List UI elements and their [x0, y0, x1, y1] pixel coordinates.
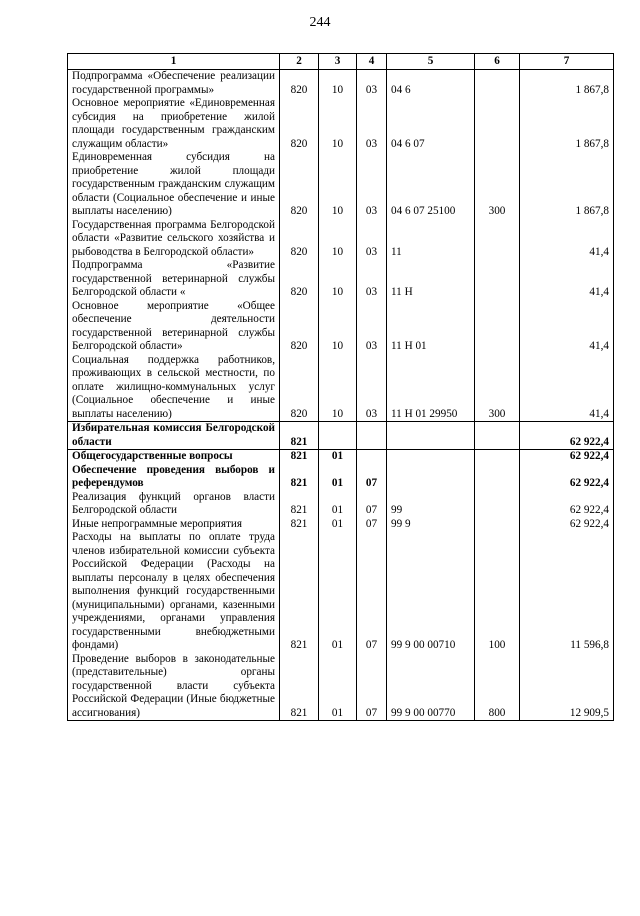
amount-value: 12 909,5: [520, 653, 614, 721]
section-code: 01: [319, 450, 357, 464]
header-row: [68, 54, 614, 70]
section-code: 01: [319, 531, 357, 653]
section-code: 10: [319, 151, 357, 219]
table-row: [68, 531, 614, 653]
row-description: Обеспечение проведения выборов и референдумов: [68, 464, 280, 491]
ministry-code: 821: [280, 653, 319, 721]
subsection-code: 07: [357, 531, 387, 653]
section-code: 10: [319, 219, 357, 260]
budget-table: [67, 53, 614, 721]
table-row: [68, 354, 614, 422]
section-code: 01: [319, 518, 357, 532]
row-description: Основное мероприятие «Общее обеспечение деятельности государственной ветеринарной службы Белгородской области»: [68, 300, 280, 354]
row-description: Социальная поддержка работников, проживающих в сельской местности, по оплате жилищно-коммунальных услуг (Социальное обеспечение и иные выплаты населению): [68, 354, 280, 422]
section-code: 01: [319, 653, 357, 721]
row-description: Расходы на выплаты по оплате труда членов избирательной комиссии субъекта Российской Федерации (Расходы на выплаты персоналу в целях обеспечения выполнения функций государственными (муниципальными) органами, казенными учреждениями, органами управления государственными внебюджетными фондами): [68, 531, 280, 653]
ministry-code: 820: [280, 97, 319, 151]
amount-value: 62 922,4: [520, 518, 614, 532]
target-article-code: [387, 464, 475, 491]
expense-type-code: 300: [475, 151, 520, 219]
subsection-code: 07: [357, 464, 387, 491]
target-article-code: 99 9: [387, 518, 475, 532]
subsection-code: 07: [357, 653, 387, 721]
subsection-code: [357, 450, 387, 464]
row-description: Единовременная субсидия на приобретение жилой площади государственным гражданским служащим области (Социальное обеспечение и иные выплаты населению): [68, 151, 280, 219]
ministry-code: 820: [280, 354, 319, 422]
table-row: [68, 300, 614, 354]
col-header: 4: [357, 54, 387, 70]
col-header: 3: [319, 54, 357, 70]
section-code: 10: [319, 300, 357, 354]
subsection-code: 03: [357, 151, 387, 219]
amount-value: 1 867,8: [520, 70, 614, 98]
amount-value: 1 867,8: [520, 97, 614, 151]
subsection-code: 03: [357, 70, 387, 98]
table-row: [68, 450, 614, 464]
subsection-code: 07: [357, 518, 387, 532]
section-code: 10: [319, 70, 357, 98]
row-description: Общегосударственные вопросы: [68, 450, 280, 464]
subsection-code: 07: [357, 491, 387, 518]
ministry-code: 820: [280, 259, 319, 300]
row-description: Основное мероприятие «Единовременная субсидия на приобретение жилой площади государственным гражданским служащим области»: [68, 97, 280, 151]
subsection-code: 03: [357, 300, 387, 354]
amount-value: 62 922,4: [520, 464, 614, 491]
col-header: 5: [387, 54, 475, 70]
col-header: 1: [68, 54, 280, 70]
table-row: [68, 422, 614, 450]
expense-type-code: [475, 70, 520, 98]
subsection-code: 03: [357, 259, 387, 300]
amount-value: 1 867,8: [520, 151, 614, 219]
target-article-code: 11: [387, 219, 475, 260]
table-row: [68, 97, 614, 151]
ministry-code: 820: [280, 219, 319, 260]
expense-type-code: [475, 464, 520, 491]
target-article-code: 04 6 07 25100: [387, 151, 475, 219]
table-row: [68, 219, 614, 260]
target-article-code: [387, 450, 475, 464]
ministry-code: 821: [280, 531, 319, 653]
expense-type-code: [475, 422, 520, 450]
target-article-code: 99: [387, 491, 475, 518]
expense-type-code: [475, 518, 520, 532]
subsection-code: 03: [357, 97, 387, 151]
table-row: [68, 259, 614, 300]
target-article-code: 04 6 07: [387, 97, 475, 151]
table-row: [68, 70, 614, 98]
ministry-code: 821: [280, 491, 319, 518]
ministry-code: 820: [280, 70, 319, 98]
expense-type-code: [475, 491, 520, 518]
target-article-code: 11 Н: [387, 259, 475, 300]
ministry-code: 821: [280, 518, 319, 532]
amount-value: 62 922,4: [520, 450, 614, 464]
ministry-code: 820: [280, 300, 319, 354]
expense-type-code: [475, 219, 520, 260]
target-article-code: 11 Н 01: [387, 300, 475, 354]
row-description: Иные непрограммные мероприятия: [68, 518, 280, 532]
amount-value: 41,4: [520, 219, 614, 260]
target-article-code: 04 6: [387, 70, 475, 98]
ministry-code: 821: [280, 464, 319, 491]
amount-value: 62 922,4: [520, 422, 614, 450]
expense-type-code: [475, 300, 520, 354]
expense-type-code: [475, 259, 520, 300]
page-number: 244: [309, 15, 331, 30]
amount-value: 41,4: [520, 354, 614, 422]
row-description: Государственная программа Белгородской области «Развитие сельского хозяйства и рыбоводства в Белгородской области»: [68, 219, 280, 260]
ministry-code: 821: [280, 422, 319, 450]
expense-type-code: [475, 450, 520, 464]
ministry-code: 821: [280, 450, 319, 464]
target-article-code: 99 9 00 00710: [387, 531, 475, 653]
subsection-code: 03: [357, 354, 387, 422]
section-code: 10: [319, 259, 357, 300]
table-row: [68, 491, 614, 518]
section-code: [319, 422, 357, 450]
expense-type-code: 800: [475, 653, 520, 721]
section-code: 01: [319, 491, 357, 518]
col-header: 7: [520, 54, 614, 70]
section-code: 10: [319, 354, 357, 422]
amount-value: 41,4: [520, 259, 614, 300]
target-article-code: 11 Н 01 29950: [387, 354, 475, 422]
subsection-code: [357, 422, 387, 450]
expense-type-code: [475, 97, 520, 151]
expense-type-code: 100: [475, 531, 520, 653]
row-description: Реализация функций органов власти Белгородской области: [68, 491, 280, 518]
table-row: [68, 464, 614, 491]
subsection-code: 03: [357, 219, 387, 260]
row-description: Проведение выборов в законодательные (представительные) органы государственной власти субъекта Российской Федерации (Иные бюджетные ассигнования): [68, 653, 280, 721]
ministry-code: 820: [280, 151, 319, 219]
row-description: Подпрограмма «Развитие государственной ветеринарной службы Белгородской области «: [68, 259, 280, 300]
table-row: [68, 518, 614, 532]
amount-value: 62 922,4: [520, 491, 614, 518]
section-code: 01: [319, 464, 357, 491]
target-article-code: 99 9 00 00770: [387, 653, 475, 721]
row-description: Избирательная комиссия Белгородской области: [68, 422, 280, 450]
col-header: 2: [280, 54, 319, 70]
expense-type-code: 300: [475, 354, 520, 422]
col-header: 6: [475, 54, 520, 70]
row-description: Подпрограмма «Обеспечение реализации государственной программы»: [68, 70, 280, 98]
target-article-code: [387, 422, 475, 450]
amount-value: 11 596,8: [520, 531, 614, 653]
table-row: [68, 653, 614, 721]
amount-value: 41,4: [520, 300, 614, 354]
table-row: [68, 151, 614, 219]
section-code: 10: [319, 97, 357, 151]
